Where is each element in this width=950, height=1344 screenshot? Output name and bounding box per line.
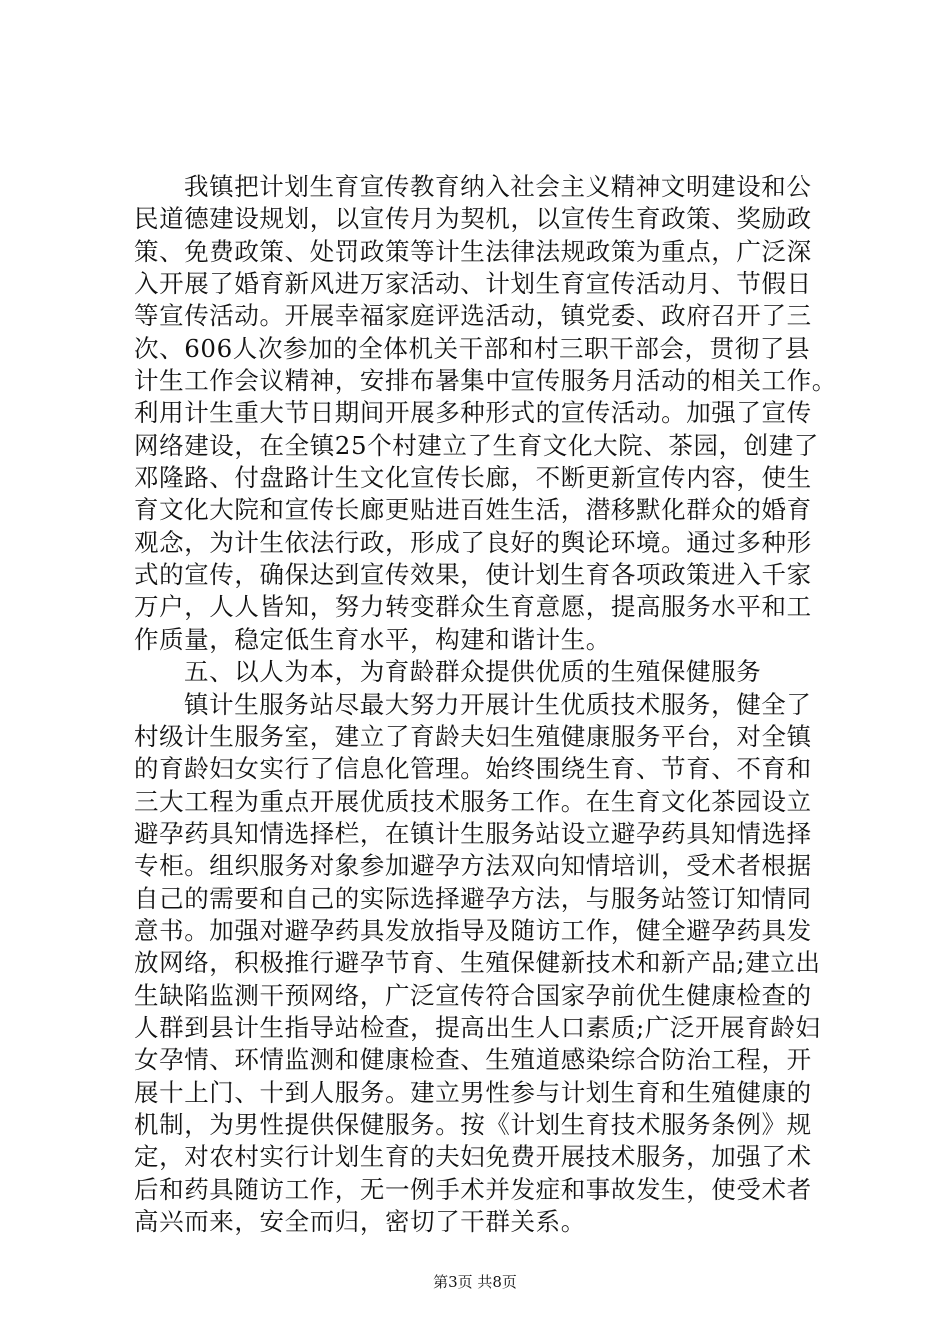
paragraph-1-line: 次、606人次参加的全体机关干部和村三职干部会，贯彻了县: [134, 333, 811, 363]
paragraph-2-line: 自己的需要和自己的实际选择避孕方法，与服务站签订知情同: [134, 883, 812, 913]
paragraph-2-line: 机制，为男性提供保健服务。按《计划生育技术服务条例》规: [134, 1109, 812, 1139]
paragraph-2-line: 专柜。组织服务对象参加避孕方法双向知情培训，受术者根据: [134, 851, 812, 881]
paragraph-1-line: 我镇把计划生育宣传教育纳入社会主义精神文明建设和公: [184, 172, 812, 201]
paragraph-2-line: 展十上门、十到人服务。建立男性参与计划生育和生殖健康的: [134, 1077, 812, 1107]
paragraph-2-line: 后和药具随访工作，无一例手术并发症和事故发生，使受术者: [134, 1174, 812, 1204]
paragraph-1-line: 育文化大院和宣传长廊更贴进百姓生活，潜移默化群众的婚育: [134, 495, 812, 525]
paragraph-2-line: 人群到县计生指导站检查，提高出生人口素质;广泛开展育龄妇: [134, 1012, 821, 1042]
paragraph-2-line: 村级计生服务室，建立了育龄夫妇生殖健康服务平台，对全镇: [134, 721, 812, 751]
paragraph-2-line: 避孕药具知情选择栏，在镇计生服务站设立避孕药具知情选择: [134, 818, 812, 848]
paragraph-1-line: 观念，为计生依法行政，形成了良好的舆论环境。通过多种形: [134, 527, 812, 557]
paragraph-1-line: 邓隆路、付盘路计生文化宣传长廊，不断更新宣传内容，使生: [134, 463, 812, 493]
body-text: [134, 171, 837, 1238]
paragraph-1-line: 民道德建设规划，以宣传月为契机，以宣传生育政策、奖励政: [134, 204, 812, 234]
paragraph-1-line: 策、免费政策、处罚政策等计生法律法规政策为重点，广泛深: [134, 236, 812, 266]
paragraph-2-line: 意书。加强对避孕药具发放指导及随访工作，健全避孕药具发: [134, 915, 812, 945]
paragraph-2-line: 放网络，积极推行避孕节育、生殖保健新技术和新产品;建立出: [134, 948, 821, 978]
paragraph-1-line: 万户，人人皆知，努力转变群众生育意愿，提高服务水平和工: [134, 592, 812, 622]
paragraph-1-line: 等宣传活动。开展幸福家庭评选活动，镇党委、政府召开了三: [134, 301, 812, 331]
paragraph-2-line: 生缺陷监测干预网络，广泛宣传符合国家孕前优生健康检查的: [134, 980, 812, 1010]
paragraph-2-line: 的育龄妇女实行了信息化管理。始终围绕生育、节育、不育和: [134, 754, 812, 784]
paragraph-2-line: 镇计生服务站尽最大努力开展计生优质技术服务，健全了: [184, 689, 812, 719]
paragraph-1-line: 式的宣传，确保达到宣传效果，使计划生育各项政策进入千家: [134, 560, 812, 590]
paragraph-1-line: 利用计生重大节日期间开展多种形式的宣传活动。加强了宣传: [134, 398, 812, 428]
page-number-footer: 第3页 共8页: [433, 1273, 517, 1291]
section-heading: 五、以人为本，为育龄群众提供优质的生殖保健服务: [184, 657, 762, 687]
paragraph-1-line: 网络建设，在全镇25个村建立了生育文化大院、茶园，创建了: [134, 430, 819, 460]
paragraph-2-line: 三大工程为重点开展优质技术服务工作。在生育文化茶园设立: [134, 786, 812, 816]
paragraph-1-line: 计生工作会议精神，安排布暑集中宣传服务月活动的相关工作。: [134, 366, 837, 396]
paragraph-2-line: 定，对农村实行计划生育的夫妇免费开展技术服务，加强了术: [134, 1142, 812, 1172]
paragraph-2-line: 女孕情、环情监测和健康检查、生殖道感染综合防治工程，开: [134, 1045, 812, 1075]
paragraph-1-line: 作质量，稳定低生育水平，构建和谐计生。: [134, 624, 611, 654]
paragraph-2-line: 高兴而来，安全而归，密切了干群关系。: [134, 1207, 586, 1236]
paragraph-1-line: 入开展了婚育新风进万家活动、计划生育宣传活动月、节假日: [134, 269, 812, 299]
